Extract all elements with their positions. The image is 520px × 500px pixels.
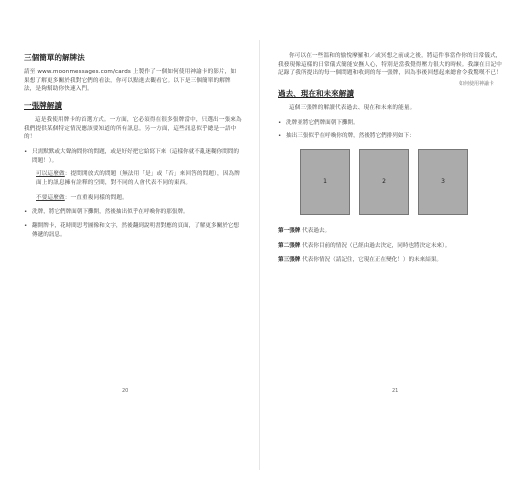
do-this-note <box>24 170 242 187</box>
card-spread <box>300 149 468 215</box>
bullet-icon: • <box>278 133 282 140</box>
def-text: 代表你目前的情況（已經由過去決定，同時也將決定未來）。 <box>302 242 451 249</box>
def-text: 代表你情況（請記住，它現在正在變化！）的未來結果。 <box>302 257 443 264</box>
list-item <box>24 148 242 165</box>
dont-do-this-label: 不要這麼做 <box>36 194 65 201</box>
section-heading-one-card: 一張牌解讀 <box>24 100 62 110</box>
do-this-label: 可以這麼做 <box>36 171 65 178</box>
list-item <box>24 222 242 239</box>
list-item <box>24 208 242 217</box>
bullet-text: 抽出三張似乎在呼喚你的牌，然後將它們排列如下： <box>286 133 415 140</box>
card-definition-second <box>278 242 504 251</box>
dont-do-this-note <box>24 194 242 203</box>
page-number-left: 20 <box>122 388 129 394</box>
bullet-text: 翻開牌卡，花時間思考圖像和文字，然後翻到說明書對應的頁面，了解更多關於它想傳遞的訊息。 <box>32 222 239 238</box>
bullet-text: 洗牌並將它們牌面朝下攤開。 <box>286 119 359 126</box>
card-definition-third <box>278 256 504 265</box>
dont-do-this-text: ：一直重複同樣的問題。 <box>64 194 128 201</box>
list-item <box>278 132 504 141</box>
bullet-text: 只需默默或大聲詢問你的問題，或是好好把它給寫下來（這樣你就不亂迷糊你問問的問題！）。 <box>32 148 239 164</box>
three-card-intro: 這個三張牌的解讀代表過去、現在和未來的能量。 <box>289 104 416 111</box>
def-label: 第三張牌 <box>278 257 301 264</box>
running-head: 如何使用神諭卡 <box>458 81 494 87</box>
bullet-icon: • <box>278 119 282 126</box>
card-present: 2 <box>359 149 409 215</box>
def-label: 第二張牌 <box>278 242 301 249</box>
page-number-right: 21 <box>392 388 399 394</box>
right-page <box>278 52 504 452</box>
card-definition-first <box>278 227 504 236</box>
list-item <box>278 119 504 128</box>
section-heading-three-methods: 三個簡單的解牌法 <box>24 53 85 62</box>
one-card-paragraph: 這是我使用牌卡的首選方式。一方面，它必須得在很多張牌當中，只選出一張來為我們提供某個特定情況應該要知道的所有訊息。另一方面，這些訊息似乎總是一語中的！ <box>24 116 242 141</box>
do-this-text: ：提問開放式的問題（無法用「是」或「否」來回答的問題），因為牌面上的訊息擁有詮釋的空間，對不同的人會代表不同的東西。 <box>36 171 240 186</box>
bullet-icon: • <box>24 222 28 229</box>
card-past: 1 <box>300 149 350 215</box>
def-label: 第一張牌 <box>278 227 301 234</box>
def-text: 代表過去。 <box>302 227 331 234</box>
intro-paragraph: 請至 www.moonmessages.com/cards 上製作了一個如何使用神諭卡的影片，如果想了解更多關於我對它們的看法，你可以點進去觀看它。以下是三個簡單的解牌法，是夠幫助你快速入門。 <box>24 69 237 93</box>
left-page <box>24 52 242 452</box>
bullet-icon: • <box>24 209 28 216</box>
bullet-text: 洗牌，將它們牌面朝下攤開，然後抽出似乎在呼喚你的那張牌。 <box>32 209 189 216</box>
book-spine <box>259 40 260 470</box>
bullet-icon: • <box>24 148 28 155</box>
card-future: 3 <box>418 149 468 215</box>
section-heading-past-present-future: 過去、現在和未來解讀 <box>278 88 354 98</box>
ritual-paragraph: 你可以在一些溫和的愉悅摩羅和／或冥想之前或之後，將這件事當作你的日常儀式，我發現像這樣的日常儀式簡能安撫人心，特別是當我覺得壓力很大的時候。我讓在日記中記錄了我所提出的每一個問題和收到的每一張牌，因為事後回想起來總會令我驚嘆不已！ <box>278 53 503 77</box>
